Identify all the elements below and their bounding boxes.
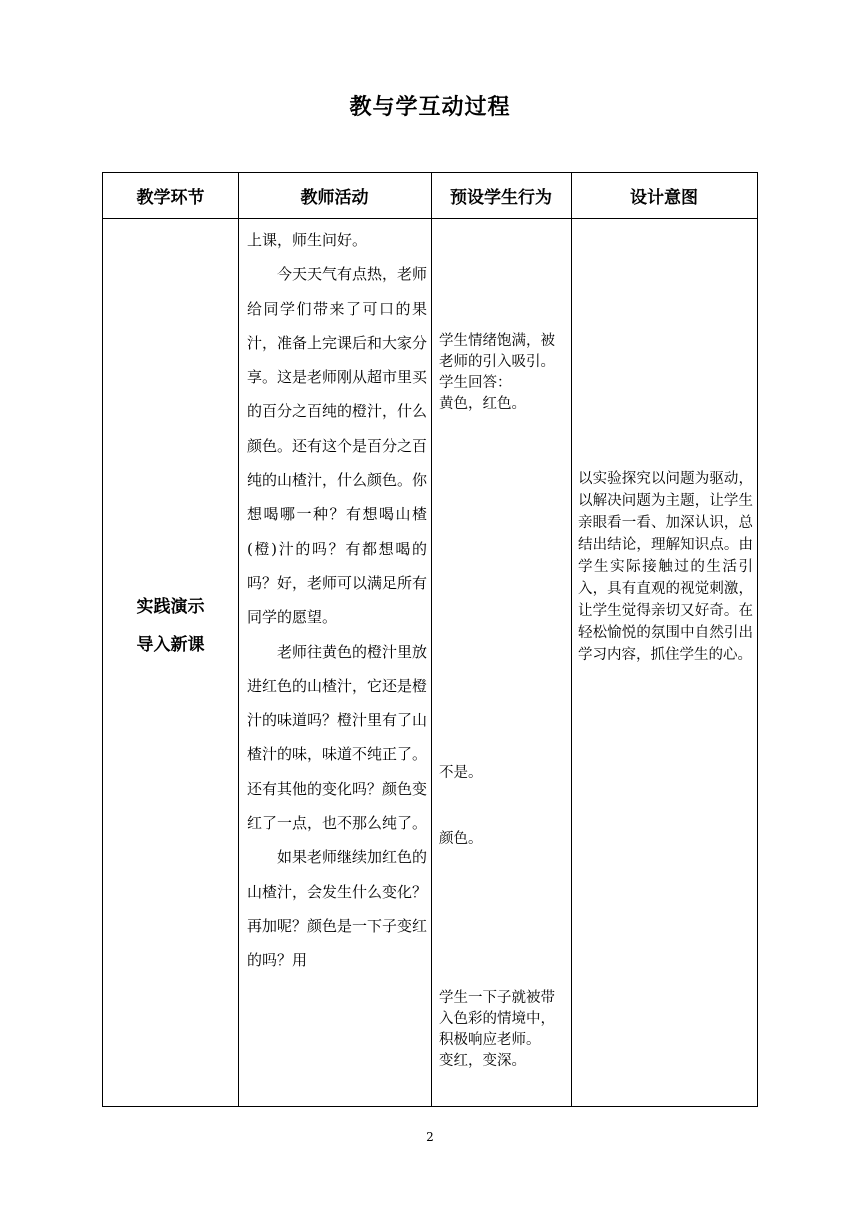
column-divider bbox=[571, 173, 572, 1106]
design-intent-cell: 以实验探究以问题为驱动，以解决问题为主题，让学生亲眼看一看、加深认识，总结出结论，理解知识点。由学生实际接触过的生活引入，具有直观的视觉刺激，让学生觉得亲切又好奇。在轻松愉悦的氛围中自然引出学习内容，抓住学生的心。 bbox=[578, 471, 753, 663]
teacher-paragraph: 上课，师生问好。 bbox=[247, 231, 368, 249]
stage-line: 导入新课 bbox=[136, 635, 205, 655]
teacher-activity-cell bbox=[247, 223, 427, 978]
stage-line: 实践演示 bbox=[136, 597, 205, 617]
header-teacher: 教师活动 bbox=[300, 188, 369, 208]
student-behavior: 不是。 bbox=[439, 765, 483, 781]
header-intent: 设计意图 bbox=[630, 188, 698, 208]
column-divider bbox=[238, 173, 239, 1106]
page-title: 教与学互动过程 bbox=[349, 95, 511, 120]
teacher-paragraph: 老师往黄色的橙汁里放进红色的山楂汁，它还是橙汁的味道吗？橙汁里有了山楂汁的味，味道不纯正了。还有其他的变化吗？颜色变红了一点，也不那么纯了。 bbox=[247, 642, 428, 833]
page-number: 2 bbox=[426, 1130, 434, 1144]
header-student: 预设学生行为 bbox=[450, 188, 552, 208]
student-behavior: 学生情绪饱满，被老师的引入吸引。 学生回答： 黄色，红色。 bbox=[439, 333, 555, 412]
teacher-paragraph: 今天天气有点热，老师给同学们带来了可口的果汁，准备上完课后和大家分享。这是老师刚从超市里买的百分之百纯的橙汁，什么颜色。还有这个是百分之百纯的山楂汁，什么颜色。你想喝哪一种？有想喝山楂(橙)汁的吗？有都想喝的吗？好，老师可以满足所有同学的愿望。 bbox=[247, 265, 428, 627]
student-behavior: 颜色。 bbox=[439, 831, 483, 847]
header-divider bbox=[103, 218, 757, 219]
column-divider bbox=[431, 173, 432, 1106]
student-behavior: 学生一下子就被带入色彩的情境中，积极响应老师。 变红，变深。 bbox=[439, 990, 555, 1069]
stage-cell bbox=[103, 588, 238, 664]
teacher-paragraph: 如果老师继续加红色的山楂汁，会发生什么变化？再加呢？颜色是一下子变红的吗？用 bbox=[247, 848, 428, 970]
header-stage: 教学环节 bbox=[136, 188, 205, 208]
interaction-table bbox=[102, 172, 758, 1107]
